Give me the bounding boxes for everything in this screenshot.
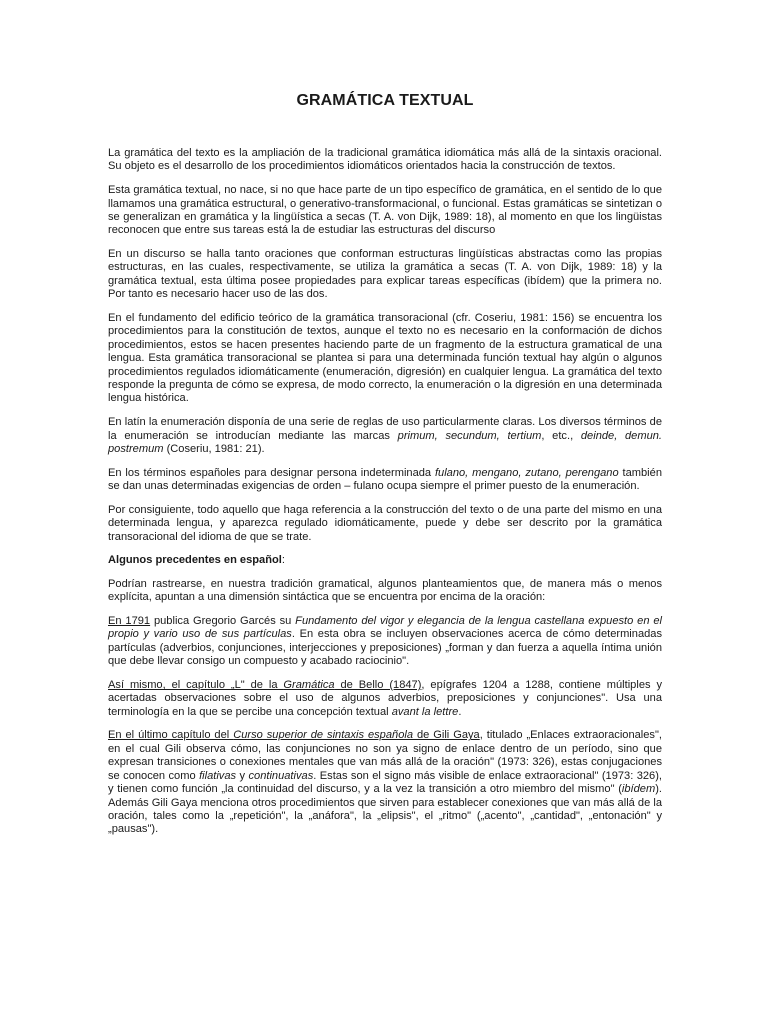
p6-text-c: también se dan unas determinadas exigencias de orden – fulano ocupa siempre el primer puesto de la enumeración. (108, 466, 662, 493)
paragraph-4: En el fundamento del edificio teórico de la gramática transoracional (cfr. Coseriu, 1981: 156) se encuentra los procedimientos para la constitución de textos, aunque el texto no es necesario en la conformación de dichos procedimientos, estos se hacen presentes haciendo parte de un fragmento de la estructura gramatical de una lengua. Esta gramática transoracional se plantea si para una determinada función textual hay algún o algunos procedimientos regulados idiomáticamente (enumeración, digresión) en cualquier lengua. La gramática del texto responde la pregunta de cómo se expresa, de modo correcto, la enumeración o la digresión en una determinada lengua histórica. (108, 311, 662, 405)
section-heading-text: Algunos precedentes en español (108, 554, 282, 567)
p5-italic-latin-markers: primum, secundum, tertium (397, 429, 542, 442)
p10-text-d: , epígrafes 1204 a 1288, contiene múltiples y acertadas observaciones sobre el uso de algunos adverbios, preposiciones y conjunciones". Usa una terminología en la que se percibe una concepción textual (108, 678, 662, 718)
p9-italic-book-title: Fundamento del vigor y elegancia de la lengua castellana expuesto en el propio y vario uso de sus partículas (108, 615, 662, 641)
p5-text-c: , etc., (541, 429, 581, 442)
paragraph-3: En un discurso se halla tanto oraciones que conforman estructuras lingüísticas abstractas como las propias estructuras, en las cuales, respectivamente, se utiliza la gramática a secas (T. A. von Dijk, 1989: 18) y la gramática textual, esta última posee propiedades para explicar tareas específicas (ibídem) que la primera no. Por tanto es necesario hacer uso de las dos. (108, 248, 662, 301)
p10-text-f: . (458, 705, 462, 718)
p10-underlined-a: Así mismo, el capítulo „L" de la (108, 678, 284, 691)
paragraph-5 (108, 416, 662, 456)
p5-text-e: (Coseriu, 1981: 21). (163, 442, 265, 455)
section-heading-colon: : (281, 554, 285, 567)
p9-underlined-year: En 1791 (108, 615, 151, 628)
p11-text-d: , titulado „Enlaces extraoracionales", en el cual Gili observa cómo, las conjunciones no son ya signo de enlace dentro de un período, sino que expresan transiciones o conexiones mentales que van más allá de la oración" (1973: 326), estas conjugaciones se conocen como (108, 729, 662, 782)
p11-italic-ibidem: ibídem (621, 783, 656, 796)
p10-underlined-c: de Bello (1847) (334, 678, 422, 691)
p6-text-a: En los términos españoles para designar persona indeterminada (108, 466, 435, 479)
p11-italic-book-title: Curso superior de sintaxis española (233, 729, 413, 742)
p11-text-j: ). Además Gili Gaya menciona otros procedimientos que sirven para establecer conexiones que van más allá de la oración, tales como la „repetición", la „anáfora", la „elipsis", el „ritmo" („acento", „cantidad", „entonación" y „pausas"). (108, 783, 662, 836)
p10-italic-avant: avant la lettre (391, 705, 459, 718)
p9-text-d: . En esta obra se incluyen observaciones acerca de cómo determinadas partículas (adverbios, conjunciones, interjecciones y preposiciones) „forman y dan fuerza a aquella íntima unión que debe llevar consigo un compuesto y acabado raciocinio". (108, 628, 662, 668)
p11-italic-continuativas: continuativas (248, 769, 314, 782)
p11-underlined-a: En el último capítulo del (108, 729, 234, 742)
p11-text-f: y (236, 769, 249, 782)
p11-italic-filativas: filativas (199, 769, 237, 782)
paragraph-8: Podrían rastrearse, en nuestra tradición gramatical, algunos planteamientos que, de manera más o menos explícita, apuntan a una dimensión sintáctica que se encuentra por encima de la oración: (108, 577, 662, 604)
p6-italic-names: fulano, mengano, zutano, perengano (434, 466, 619, 479)
paragraph-1: La gramática del texto es la ampliación de la tradicional gramática idiomática más allá de la sintaxis oracional. Su objeto es el desarrollo de los procedimientos idiomáticos orientados hacia la construcción de textos. (108, 147, 662, 173)
p10-italic-gramatica: Gramática (283, 678, 335, 691)
p5-text-a: En latín la enumeración disponía de una serie de reglas de uso particularmente claras. Los diversos términos de la enumeración se introducían mediante las marcas (108, 416, 662, 442)
paragraph-11 (108, 729, 662, 836)
paragraph-6 (108, 467, 662, 494)
p5-italic-latin-markers-2: deinde, demun. postremum (108, 429, 663, 455)
paragraph-7: Por consiguiente, todo aquello que haga referencia a la construcción del texto o de una parte del mismo en una determinada lengua, y aparezca regulado idiomáticamente, puede y debe ser descrito por la gramática transoracional del idioma de que se trate. (108, 503, 662, 543)
section-heading (108, 554, 662, 567)
paragraph-2: Esta gramática textual, no nace, si no que hace parte de un tipo específico de gramática, en el sentido de lo que llamamos una gramática estructural, o generativo-transformacional, o funcional. Estas gramáticas se sintetizan o se generalizan en gramática y la lingüística a secas (T. A. von Dijk, 1989: 18), al momento en que los lingüistas reconocen que entre sus tareas está la de estudiar las estructuras del discurso (108, 184, 662, 237)
p11-text-h: . Estas son el signo más visible de enlace extraoracional" (1973: 326), y tienen como función „la continuidad del discurso, y a la vez la transición a otro miembro del mismo" ( (108, 769, 662, 796)
paragraph-10 (108, 679, 662, 719)
p11-underlined-c: de Gili Gaya (413, 729, 480, 742)
paragraph-9 (108, 615, 662, 669)
document-title: GRAMÁTICA TEXTUAL (296, 92, 474, 109)
p9-text-b: publica Gregorio Garcés su (150, 615, 296, 628)
